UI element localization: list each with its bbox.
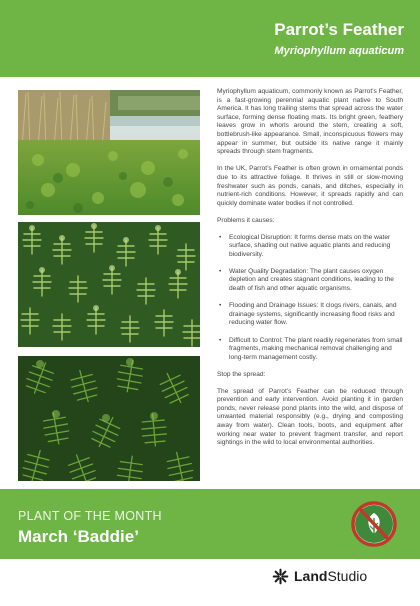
stop-heading: Stop the spread:: [217, 371, 266, 378]
uk-paragraph: In the UK, Parrot’s Feather is often grown in ornamental ponds due to its attractive foliage. It thrives in still or slow-moving freshwater such as ponds, canals, and ditches, especially in nutrient-rich conditions. However, it spreads rapidly and can quickly dominate water bodies if not controlled.: [217, 165, 403, 207]
problems-heading: Problems it causes:: [217, 216, 275, 224]
banner-month: March ‘Baddie’: [18, 527, 139, 546]
list-item: • Water Quality Degradation: The plant causes oxygen depletion and creates stagnant conditions, leading to the death of fish and other aquatic organisms.: [217, 268, 403, 294]
pond-reeds-photo: [18, 90, 200, 215]
banner-kicker: PLANT OF THE MONTH: [18, 509, 162, 523]
intro-paragraph: Myriophyllum aquaticum, commonly known as Parrot’s Feather, is a fast-growing perennial aquatic plant native to South America. It has long trailing stems that spread across the water surface, forming dense floating mats. Its bright green, feathery leaves grow in whorls around the stem, creating a soft, bottlebrush-like appearance. Small, inconspicuous flowers may appear in summer, but outside its native range it mainly spreads through stem fragments.: [217, 88, 403, 156]
landstudio-logo-icon: [272, 568, 289, 585]
stop-paragraph: The spread of Parrot’s Feather can be reduced through prevention and early intervention. Avoid planting it in garden ponds, never release pond plants into the wild, and dispose of unwanted material responsibly (e.g., drying and composting away from water). Clean tools, boots, and equipment after working near water to prevent fragment transfer, and report sightings in the wild to local environmental authorities.: [217, 387, 403, 447]
scientific-name: Myriophyllum aquaticum: [274, 45, 404, 57]
parrots-feather-foliage-photo: [18, 222, 200, 347]
problems-list: [217, 234, 403, 363]
list-item: • Ecological Disruption: It forms dense mats on the water surface, shading out native aquatic plants and reducing biodiversity.: [217, 234, 403, 260]
list-item: • Difficult to Control: The plant readily regenerates from small fragments, making mechanical removal challenging and long-term management costly.: [217, 337, 403, 363]
article-body: [217, 88, 403, 456]
page-header: [0, 0, 420, 77]
landstudio-brand: [272, 567, 367, 585]
no-plant-icon: [350, 500, 398, 548]
list-item: • Flooding and Drainage Issues: It clogs rivers, canals, and drainage systems, significantly increasing flood risks and reducing water flow.: [217, 302, 403, 328]
page-title: Parrot’s Feather: [274, 20, 404, 39]
brand-name: LandStudio: [294, 568, 368, 584]
parrots-feather-closeup-photo: [18, 356, 200, 481]
